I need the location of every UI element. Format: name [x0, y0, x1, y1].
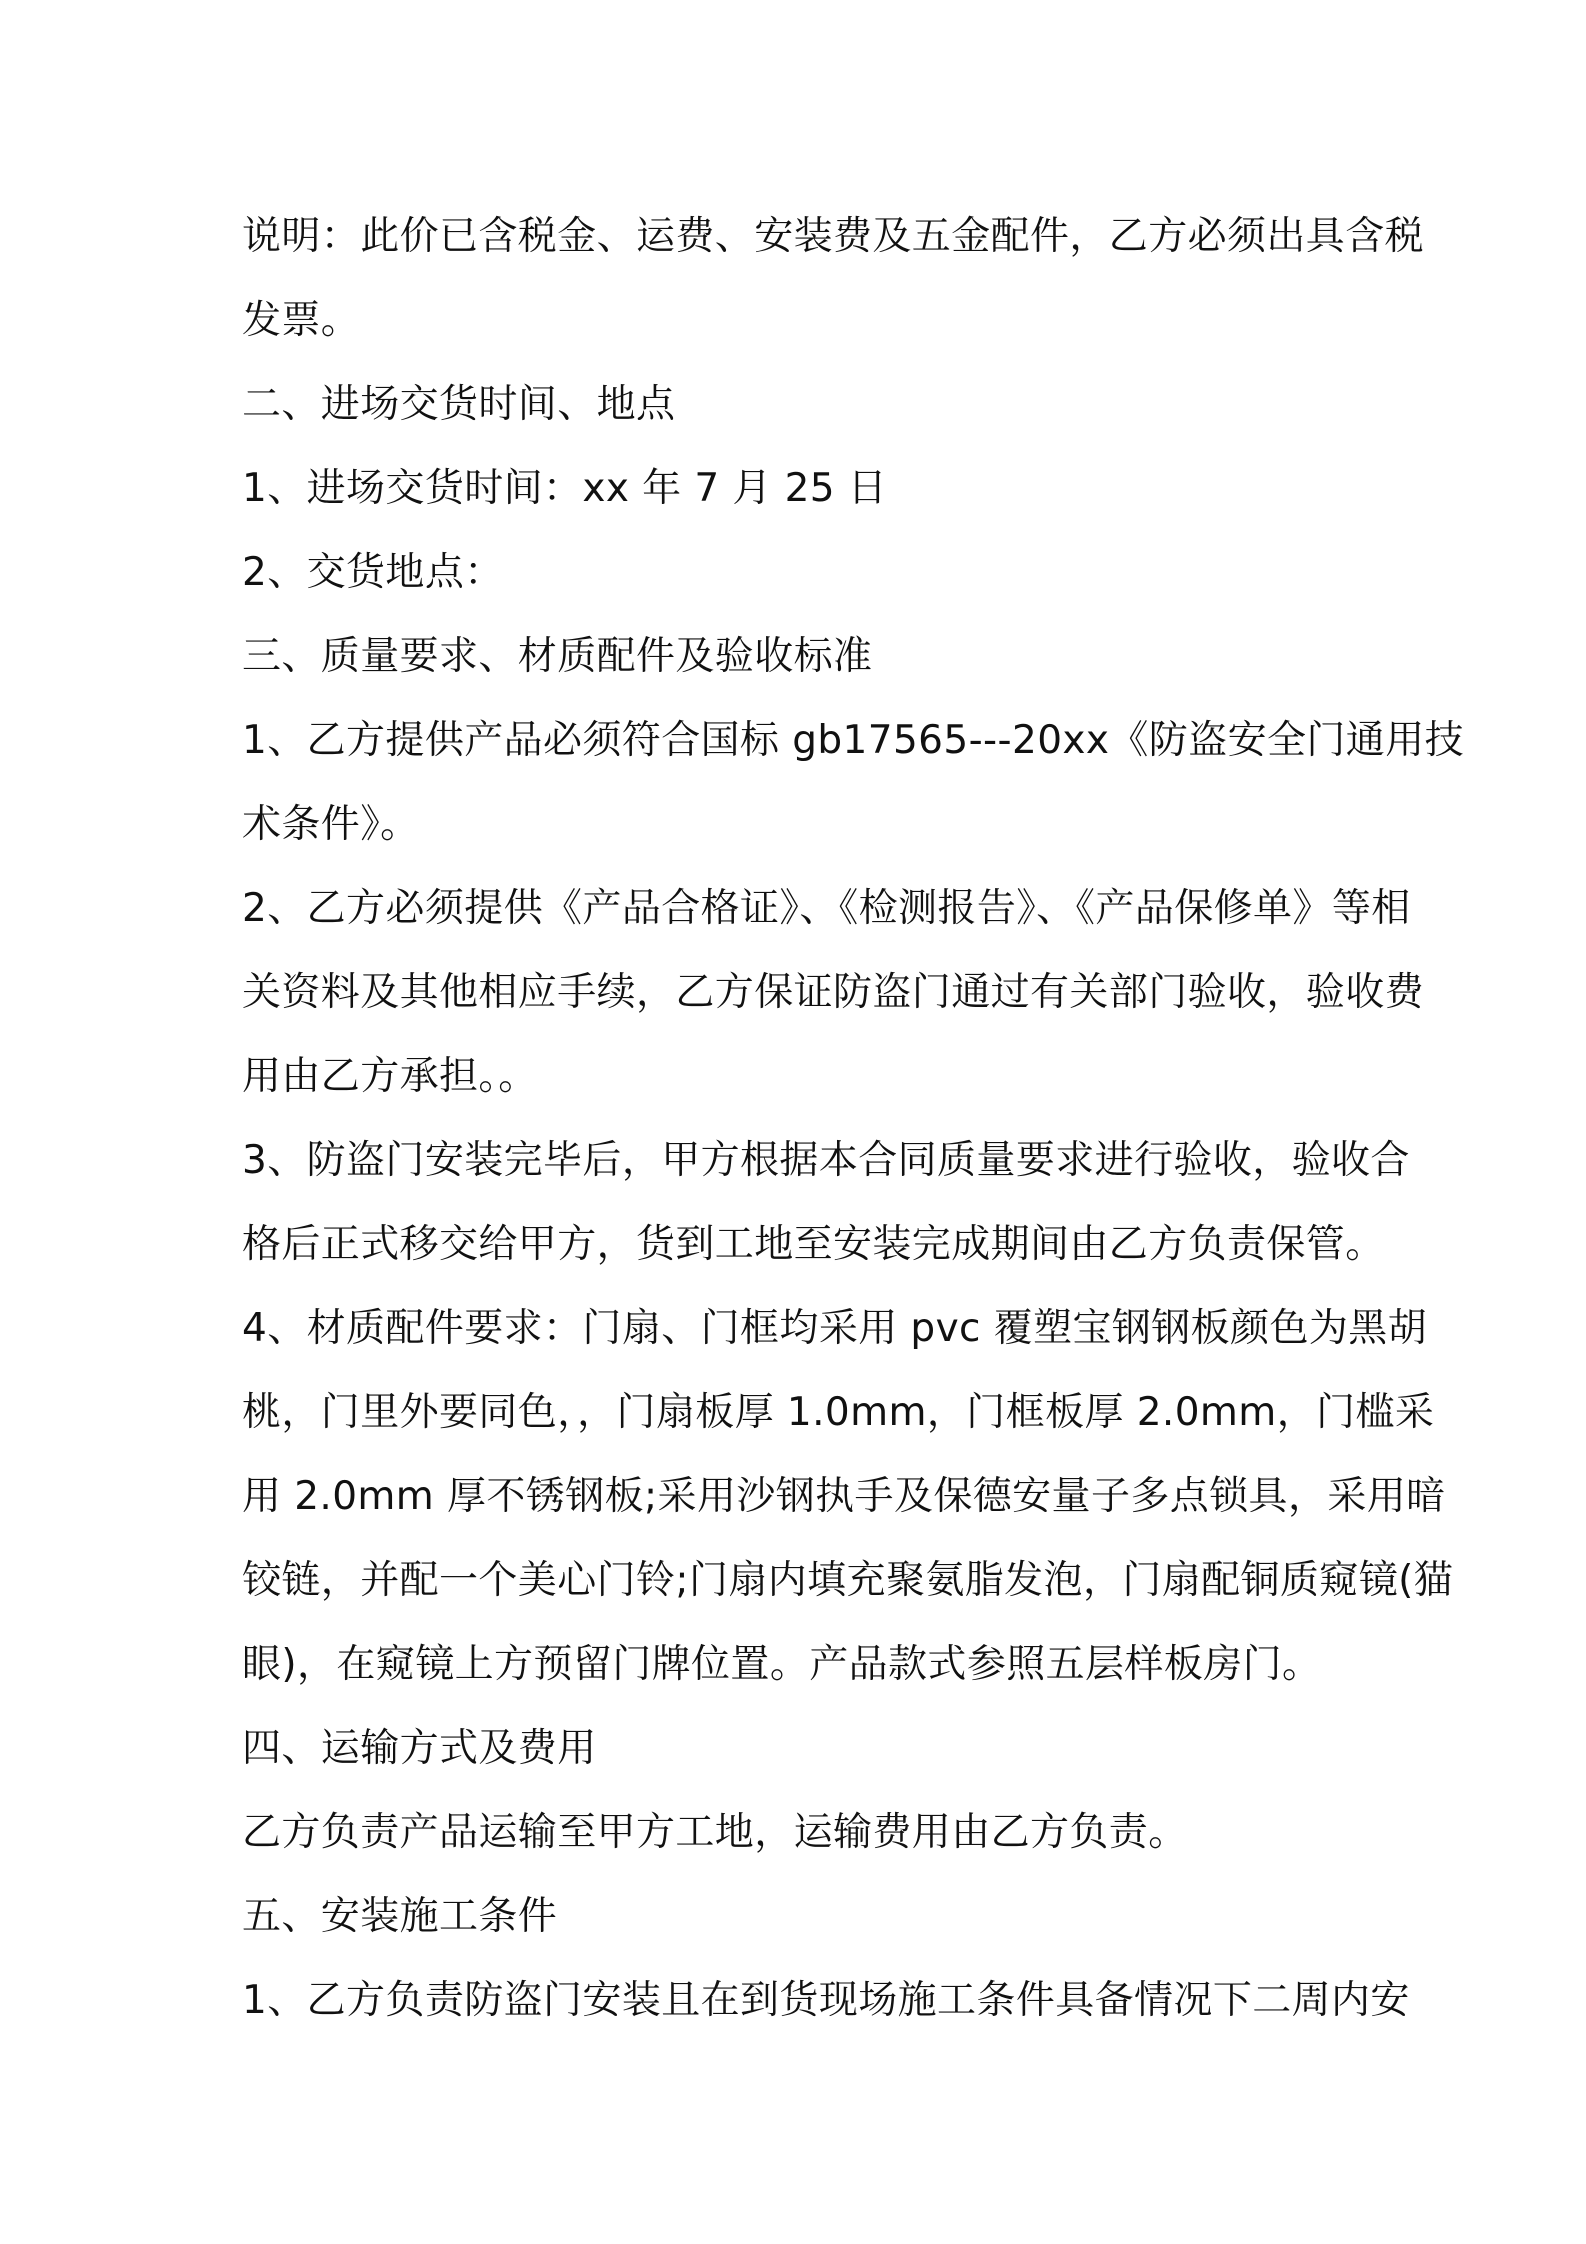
text-line: 2、交货地点： — [242, 550, 504, 595]
text-line: 4、材质配件要求：门扇、门框均采用 pvc 覆塑宝钢钢板颜色为黑胡 — [242, 1306, 1428, 1351]
section-heading: 三、质量要求、材质配件及验收标准 — [242, 634, 873, 679]
document-body — [242, 195, 1464, 2043]
text-line: 用由乙方承担。。 — [242, 1054, 538, 1099]
section-heading: 五、安装施工条件 — [242, 1894, 558, 1939]
text-line: 格后正式移交给甲方，货到工地至安装完成期间由乙方负责保管。 — [242, 1222, 1385, 1267]
text-line: 说明：此价已含税金、运费、安装费及五金配件，乙方必须出具含税 — [242, 214, 1425, 259]
text-line: 眼)，在窥镜上方预留门牌位置。产品款式参照五层样板房门。 — [242, 1642, 1322, 1687]
text-line: 1、进场交货时间：xx 年 7 月 25 日 — [242, 466, 888, 511]
text-line: 1、乙方负责防盗门安装且在到货现场施工条件具备情况下二周内安 — [242, 1978, 1410, 2023]
text-line: 乙方负责产品运输至甲方工地，运输费用由乙方负责。 — [242, 1810, 1188, 1855]
text-line: 桃，门里外要同色，，门扇板厚 1.0mm，门框板厚 2.0mm，门槛采 — [242, 1390, 1435, 1435]
text-line: 铰链，并配一个美心门铃;门扇内填充聚氨脂发泡，门扇配铜质窥镜(猫 — [242, 1558, 1454, 1603]
text-line: 术条件》。 — [242, 802, 420, 847]
text-line: 2、乙方必须提供《产品合格证》、《检测报告》、《产品保修单》等相 — [242, 886, 1411, 931]
text-line: 发票。 — [242, 298, 361, 343]
text-line: 1、乙方提供产品必须符合国标 gb17565---20xx《防盗安全门通用技 — [242, 718, 1464, 763]
text-line: 用 2.0mm 厚不锈钢板;采用沙钢执手及保德安量子多点锁具，采用暗 — [242, 1474, 1446, 1519]
text-line: 关资料及其他相应手续，乙方保证防盗门通过有关部门验收，验收费 — [242, 970, 1425, 1015]
section-heading: 二、进场交货时间、地点 — [242, 382, 676, 427]
section-heading: 四、运输方式及费用 — [242, 1726, 597, 1771]
text-line: 3、防盗门安装完毕后，甲方根据本合同质量要求进行验收，验收合 — [242, 1138, 1410, 1183]
